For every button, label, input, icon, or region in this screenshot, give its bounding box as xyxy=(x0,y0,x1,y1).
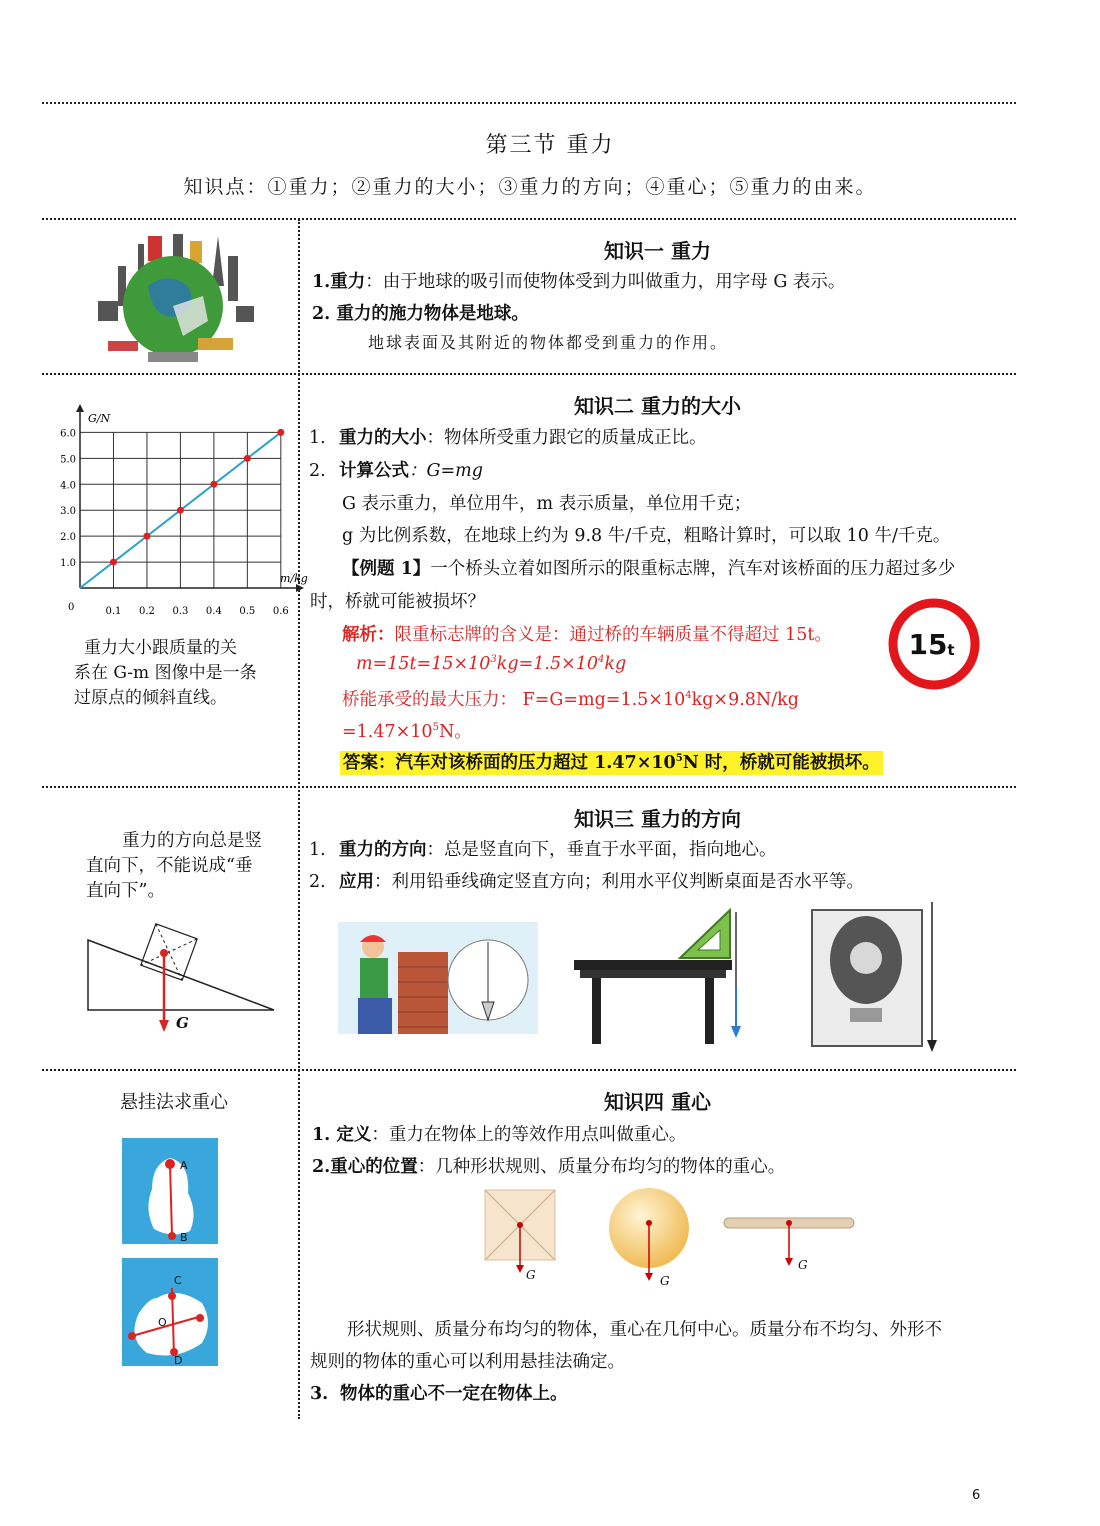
mass-eq-b: kg=1.5×10 xyxy=(496,654,599,674)
section3-heading: 知识三 重力的方向 xyxy=(574,807,741,831)
point-a-label: A xyxy=(180,1159,188,1172)
mass-eq-sup1: 3 xyxy=(490,654,497,666)
k4-line3-text: 物体的重心不一定在物体上。 xyxy=(340,1384,568,1404)
k4-line1-label: 1. 定义 xyxy=(312,1125,372,1145)
k2-item2-label: 计算公式 xyxy=(339,461,409,481)
data-point xyxy=(110,559,117,566)
level-table-illustration xyxy=(570,908,745,1048)
k4-paragraph-2: 规则的物体的重心可以利用悬挂法确定。 xyxy=(310,1352,625,1372)
row-divider xyxy=(42,1069,1016,1071)
k4-line1 xyxy=(312,1121,686,1146)
example-label: 【例题 1】 xyxy=(342,559,431,579)
analysis-label: 解析： xyxy=(342,625,395,645)
weight-limit-sign xyxy=(888,598,980,690)
section2-heading: 知识二 重力的大小 xyxy=(574,394,741,418)
mass-eq-a: m=15t=15×10 xyxy=(356,654,491,674)
x-tick-label: 0.5 xyxy=(239,606,256,617)
page-number: 6 xyxy=(972,1488,981,1503)
square-g-label: G xyxy=(526,1268,536,1282)
incline-gravity-diagram xyxy=(84,920,280,1035)
rod-center-diagram xyxy=(720,1212,860,1282)
rod-g-label: G xyxy=(798,1258,808,1272)
k2-analysis-force xyxy=(342,686,799,711)
result-eq-sup: 5 xyxy=(432,722,439,734)
x-tick-label: 0.1 xyxy=(105,606,122,617)
x-tick-label: 0.6 xyxy=(272,606,289,617)
answer-b: N 时，桥就可能被损坏。 xyxy=(682,753,880,773)
k4-paragraph-1: 形状规则、质量分布均匀的物体，重心在几何中心。质量分布不均匀、外形不 xyxy=(347,1320,942,1340)
column-divider xyxy=(298,219,300,1419)
section4-heading: 知识四 重心 xyxy=(604,1090,711,1114)
k2-example xyxy=(342,555,955,580)
x-tick-label: 0.4 xyxy=(205,606,222,617)
y-tick-label: 6.0 xyxy=(60,428,76,440)
data-point xyxy=(143,533,150,540)
force-eq-sup: 4 xyxy=(685,690,692,702)
g-m-chart xyxy=(42,402,308,622)
y-tick-label: 2.0 xyxy=(60,532,76,544)
newton-portrait-illustration xyxy=(808,900,943,1055)
force-eq-b: kg×9.8N/kg xyxy=(691,690,799,710)
k3-item1-label: 重力的方向 xyxy=(339,840,427,860)
example-text: 一个桥头立着如图所示的限重标志牌，汽车对该桥面的压力超过多少 xyxy=(430,559,956,579)
k2-analysis-result xyxy=(342,718,472,743)
suspension-diagram-2 xyxy=(122,1258,218,1366)
point-o-label: O xyxy=(158,1316,167,1329)
plumb-line-illustration xyxy=(338,922,538,1034)
k2-analysis xyxy=(342,621,832,646)
mass-eq-sup2: 4 xyxy=(598,654,605,666)
y-tick-label: 3.0 xyxy=(60,506,76,518)
sphere-center-diagram xyxy=(606,1185,696,1290)
k4-line2-text: ：几种形状规则、质量分布均匀的物体的重心。 xyxy=(417,1157,786,1177)
x-axis-arrow xyxy=(296,584,304,592)
k2-line4: g 为比例系数，在地球上约为 9.8 牛/千克，粗略计算时，可以取 10 牛/千克。 xyxy=(342,526,951,546)
k3-caption-2: 直向下，不能说成“垂 xyxy=(86,856,253,876)
k2-item1 xyxy=(309,424,707,449)
k2-item2-text: ：G=mg xyxy=(409,461,483,481)
k1-line1-label: 1.重力 xyxy=(312,272,366,292)
analysis-text: 限重标志牌的含义是：通过桥的车辆质量不得超过 15t。 xyxy=(394,625,832,645)
top-divider xyxy=(42,102,1016,104)
y-tick-label: 5.0 xyxy=(60,454,76,466)
mass-eq-c: kg xyxy=(604,654,627,674)
point-b-label: B xyxy=(180,1231,188,1244)
x-axis-label: m/kg xyxy=(280,572,308,585)
section1-heading: 知识一 重力 xyxy=(604,239,711,263)
y-tick-label: 1.0 xyxy=(60,558,76,570)
k2-item1-label: 重力的大小 xyxy=(339,428,427,448)
y-axis-label: G/N xyxy=(88,412,111,425)
k3-item1-text: ：总是竖直向下，垂直于水平面，指向地心。 xyxy=(426,840,777,860)
k1-line1-text: ：由于地球的吸引而使物体受到力叫做重力，用字母 G 表示。 xyxy=(365,272,846,292)
suspension-method-title: 悬挂法求重心 xyxy=(120,1092,228,1113)
k2-item1-num: 1. xyxy=(309,428,326,448)
row-divider xyxy=(42,218,1016,220)
chart-caption-2: 系在 G-m 图像中是一条 xyxy=(74,663,257,683)
knowledge-points: 知识点：①重力；②重力的大小；③重力的方向；④重心；⑤重力的由来。 xyxy=(183,176,877,198)
k3-item1-num: 1. xyxy=(309,840,326,860)
k3-caption-3: 直向下”。 xyxy=(86,881,165,901)
k2-item2-num: 2. xyxy=(309,461,326,481)
k3-item1 xyxy=(309,836,777,861)
origin-label: 0 xyxy=(68,602,75,613)
force-eq-a: 桥能承受的最大压力： F=G=mg=1.5×10 xyxy=(342,690,686,710)
data-point xyxy=(177,507,184,514)
k4-line1-text: ：重力在物体上的等效作用点叫做重心。 xyxy=(371,1125,687,1145)
answer-highlight xyxy=(340,751,883,775)
k1-line1 xyxy=(312,268,845,293)
y-tick-label: 4.0 xyxy=(60,480,76,492)
incline-g-label: G xyxy=(176,1014,189,1032)
k1-line2: 2. 重力的施力物体是地球。 xyxy=(312,304,529,324)
x-tick-label: 0.3 xyxy=(172,606,189,617)
k3-item2 xyxy=(309,868,864,893)
sphere-g-label: G xyxy=(660,1274,670,1288)
chart-caption-3: 过原点的倾斜直线。 xyxy=(74,688,227,708)
answer-a: 答案：汽车对该桥面的压力超过 1.47×10 xyxy=(343,753,676,773)
sign-unit: t xyxy=(947,641,955,659)
answer-sup: 5 xyxy=(675,753,683,765)
result-eq-b: N。 xyxy=(438,722,472,742)
k4-line3-num: 3. xyxy=(310,1384,329,1404)
k1-line3: 地球表面及其附近的物体都受到重力的作用。 xyxy=(368,333,729,352)
k4-line3 xyxy=(310,1380,568,1405)
data-point xyxy=(244,455,251,462)
k2-answer xyxy=(340,749,883,774)
data-point xyxy=(277,429,284,436)
y-axis-arrow xyxy=(76,404,84,412)
sign-value: 15 xyxy=(908,628,948,661)
suspension-diagram-1 xyxy=(122,1138,218,1244)
k2-line3: G 表示重力，单位用牛，m 表示质量，单位用千克； xyxy=(342,494,752,514)
row-divider xyxy=(42,373,1016,375)
k4-line2 xyxy=(312,1153,785,1178)
k2-analysis-mass xyxy=(356,654,626,674)
k2-item2 xyxy=(309,457,483,482)
page-title: 第三节 重力 xyxy=(485,133,615,158)
row-divider xyxy=(42,786,1016,788)
k3-caption-1: 重力的方向总是竖 xyxy=(122,831,262,851)
square-center-diagram xyxy=(480,1185,560,1285)
result-eq-a: =1.47×10 xyxy=(342,722,433,742)
k2-item1-text: ：物体所受重力跟它的质量成正比。 xyxy=(426,428,707,448)
k2-example-2: 时，桥就可能被损坏？ xyxy=(310,592,485,612)
x-tick-label: 0.2 xyxy=(138,606,155,617)
k3-item2-num: 2. xyxy=(309,872,326,892)
chart-caption-1: 重力大小跟质量的关 xyxy=(84,638,237,658)
k3-item2-text: ：利用铅垂线确定竖直方向；利用水平仪判断桌面是否水平等。 xyxy=(374,872,864,892)
point-c-label: C xyxy=(174,1274,182,1287)
earth-landmarks-image xyxy=(78,226,268,368)
data-point xyxy=(210,481,217,488)
k4-line2-label: 2.重心的位置 xyxy=(312,1157,418,1177)
point-d-label: D xyxy=(174,1354,183,1367)
k3-item2-label: 应用 xyxy=(339,872,374,892)
